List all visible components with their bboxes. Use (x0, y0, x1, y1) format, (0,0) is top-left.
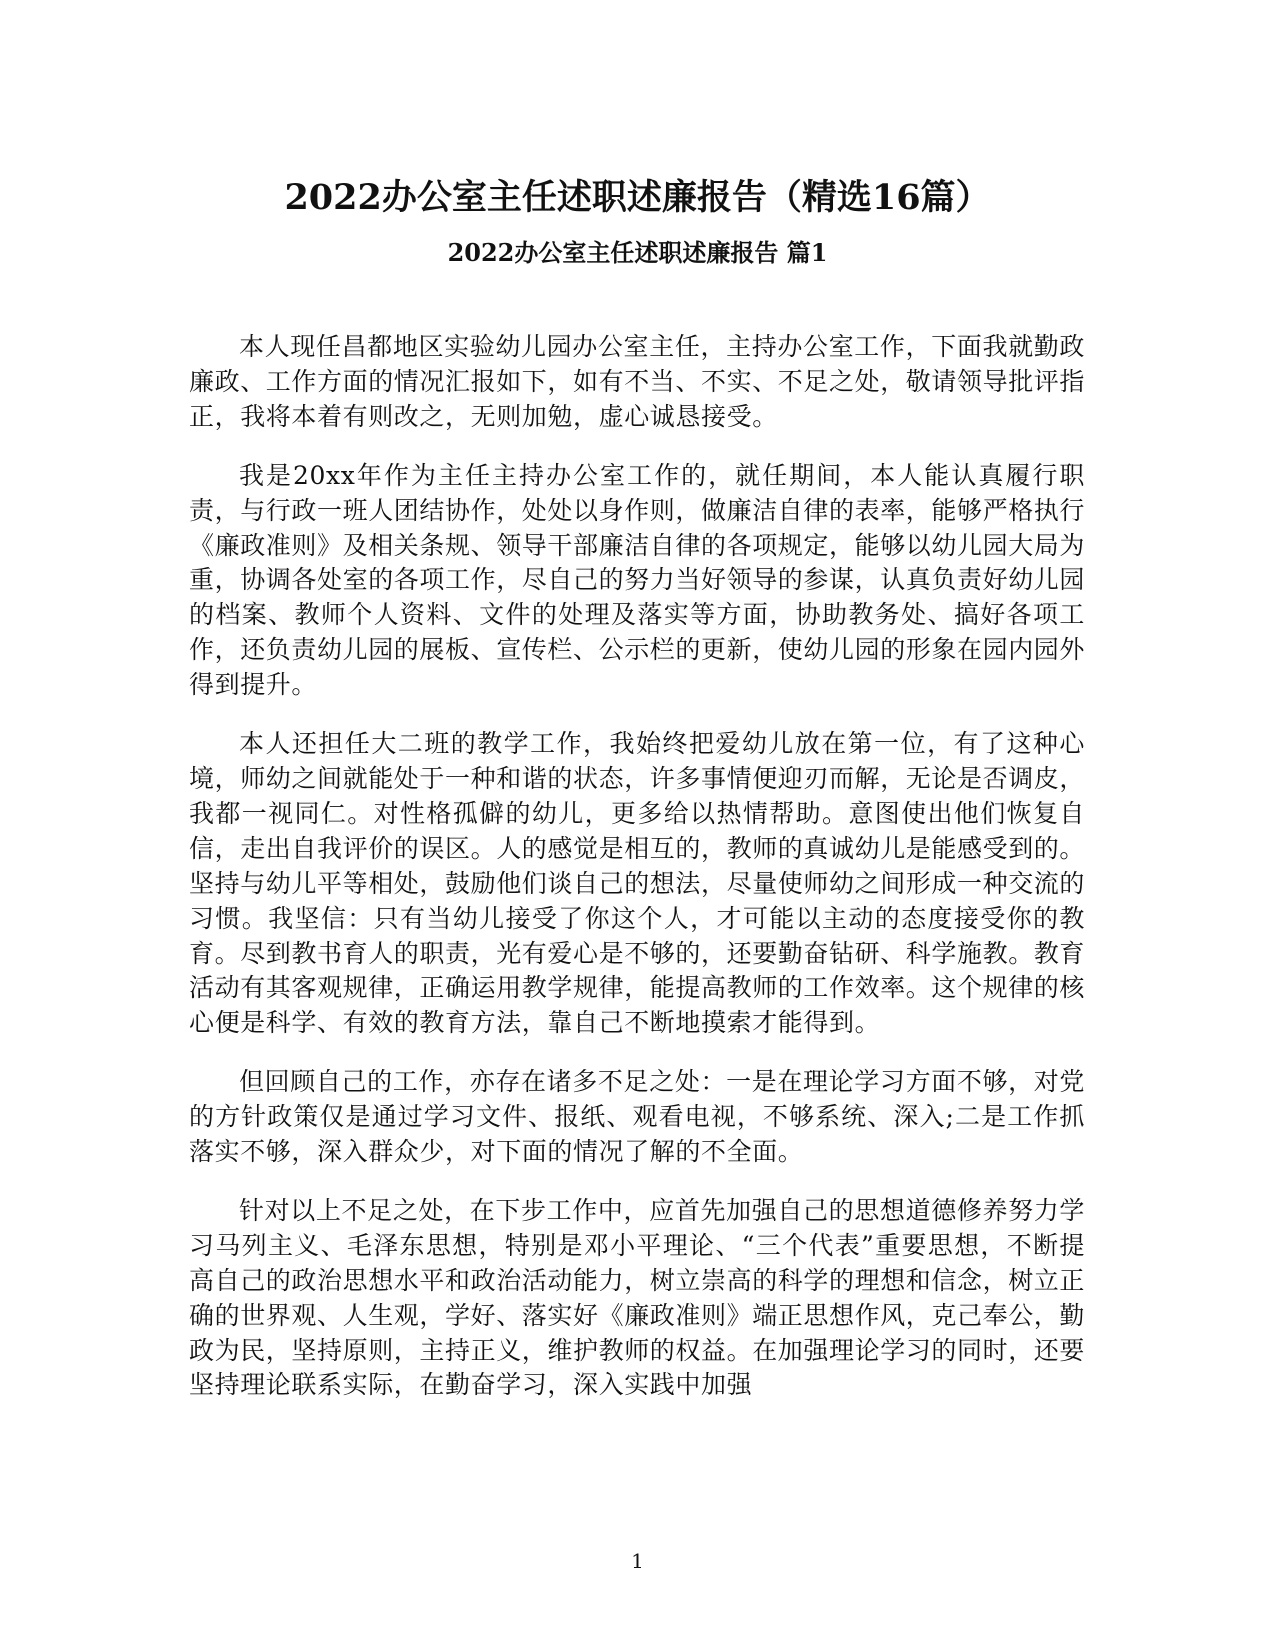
page-number: 1 (631, 1549, 644, 1573)
paragraph-5: 针对以上不足之处，在下步工作中，应首先加强自己的思想道德修养努力学习马列主义、毛泽东思想，特别是邓小平理论、“三个代表”重要思想，不断提高自己的政治思想水平和政治活动能力，树立崇高的科学的理想和信念，树立正确的世界观、人生观，学好、落实好《廉政准则》端正思想作风，克己奉公，勤政为民，坚持原则，主持正义，维护教师的权益。在加强理论学习的同时，还要坚持理论联系实际，在勤奋学习，深入实践中加强 (189, 1195, 1086, 1400)
section-heading: 2022办公室主任述职述廉报告 篇1 (447, 238, 828, 267)
paragraph-4: 但回顾自己的工作，亦存在诸多不足之处：一是在理论学习方面不够，对党的方针政策仅是通过学习文件、报纸、观看电视，不够系统、深入;二是工作抓落实不够，深入群众少，对下面的情况了解的不全面。 (189, 1067, 1085, 1167)
paragraph-2: 我是20xx年作为主任主持办公室工作的，就任期间，本人能认真履行职责，与行政一班人团结协作，处处以身作则，做廉洁自律的表率，能够严格执行《廉政准则》及相关条规、领导干部廉洁自律的各项规定，能够以幼儿园大局为重，协调各处室的各项工作，尽自己的努力当好领导的参谋，认真负责好幼儿园的档案、教师个人资料、文件的处理及落实等方面，协助教务处、搞好各项工作，还负责幼儿园的展板、宣传栏、公示栏的更新，使幼儿园的形象在园内园外得到提升。 (189, 460, 1086, 700)
document-title: 2022办公室主任述职述廉报告（精选16篇） (284, 177, 991, 218)
paragraph-1: 本人现任昌都地区实验幼儿园办公室主任，主持办公室工作，下面我就勤政廉政、工作方面的情况汇报如下，如有不当、不实、不足之处，敬请领导批评指正，我将本着有则改之，无则加勉，虚心诚恳接受。 (189, 332, 1086, 431)
paragraph-3: 本人还担任大二班的教学工作，我始终把爱幼儿放在第一位，有了这种心境，师幼之间就能处于一种和谐的状态，许多事情便迎刃而解，无论是否调皮，我都一视同仁。对性格孤僻的幼儿，更多给以热情帮助。意图使出他们恢复自信，走出自我评价的误区。人的感觉是相互的，教师的真诚幼儿是能感受到的。坚持与幼儿平等相处，鼓励他们谈自己的想法，尽量使师幼之间形成一种交流的习惯。我坚信：只有当幼儿接受了你这个人，才可能以主动的态度接受你的教育。尽到教书育人的职责，光有爱心是不够的，还要勤奋钻研、科学施教。教育活动有其客观规律，正确运用教学规律，能提高教师的工作效率。这个规律的核心便是科学、有效的教育方法，靠自己不断地摸索才能得到。 (189, 729, 1086, 1038)
document-body (189, 330, 1085, 1427)
